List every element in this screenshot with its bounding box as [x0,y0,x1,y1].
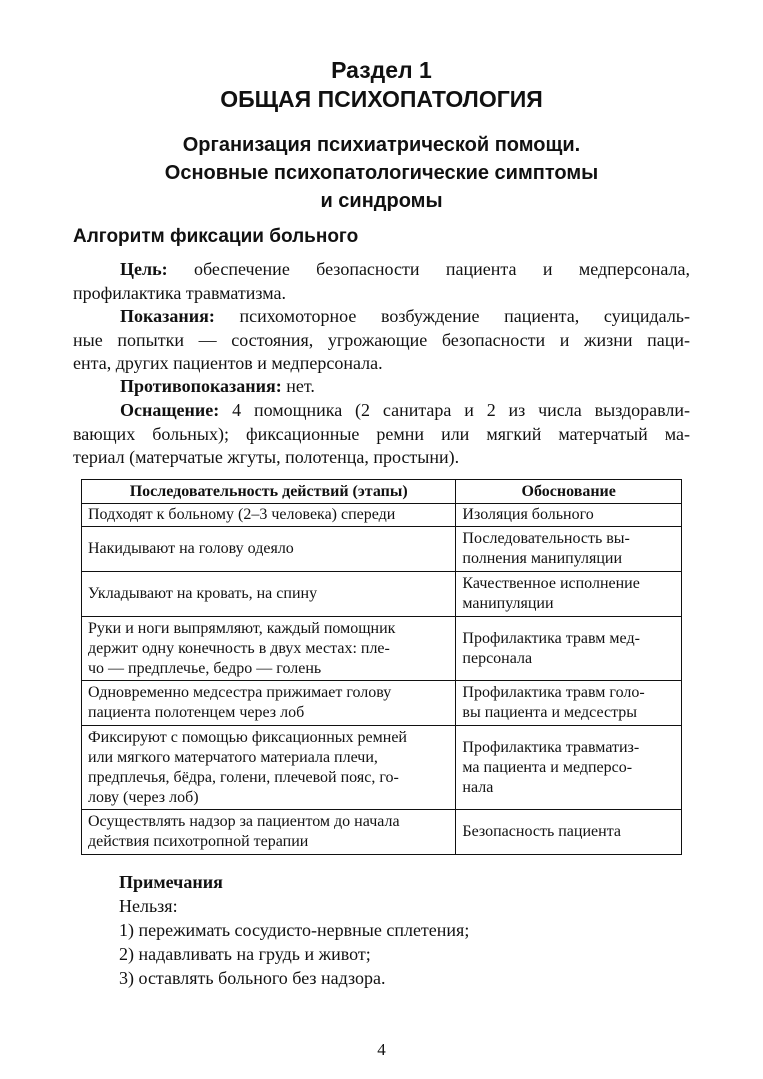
action-cell [82,617,456,681]
notes-heading: Примечания [119,872,223,892]
contraindications-text: нет. [286,376,315,396]
goal-text: обеспечение безопасности пациента и медперсонала, [193,259,690,279]
rationale-cell [456,726,682,810]
cell-line: персонала [462,649,533,667]
cell-line: Осуществлять надзор за пациентом до начала [88,813,400,830]
section-number: Раздел 1 [331,57,432,83]
cell-line: Фиксируют с помощью фиксационных ремней [88,728,407,746]
algorithm-heading: Алгоритм фиксации больного [73,226,359,247]
paragraph-line [73,258,690,282]
cell-line: Безопасность пациента [462,823,621,840]
cell-line: Подходят к больному (2–3 человека) спереди [88,506,396,523]
rationale-cell [456,681,682,726]
cell-line: Накидывают на голову одеяло [88,540,294,557]
notes-item: 1) пережимать сосудисто-нервные сплетения; [119,920,470,940]
cell-line: вы пациента и медсестры [462,704,638,721]
subsection-title-line: Организация психиатрической помощи. [182,134,581,156]
rationale-cell [456,572,682,617]
cell-line: предплечья, бёдра, голени, плечевой пояс, го- [88,768,399,786]
cell-line: Руки и ноги выпрямляют, каждый помощник [88,619,396,637]
paragraph-line: териал (матерчатые жгуты, полотенца, простыни). [73,447,460,467]
subsection-title-line: Основные психопатологические симптомы [164,162,599,184]
rationale-cell [456,617,682,681]
cell-line: Профилактика травм мед- [462,629,640,647]
cell-line: Изоляция больного [462,506,594,523]
cell-line: Одновременно медсестра прижимает голову [88,684,392,701]
cell-line: действия психотропной терапии [88,833,309,850]
cell-line: Профилактика травматиз- [462,738,640,756]
cell-line: Последовательность вы- [462,530,630,547]
rationale-cell [456,504,682,527]
cell-line: чо — предплечье, бедро — голень [88,659,322,677]
equipment-paragraph [73,399,690,470]
table-body [82,504,682,855]
table-row [82,527,682,572]
rationale-cell [456,527,682,572]
cell-line: лову (через лоб) [88,788,199,806]
table-row [82,572,682,617]
cell-line: Профилактика травм голо- [462,684,645,701]
table-row [82,726,682,810]
table-row [82,810,682,855]
notes-item: 3) оставлять больного без надзора. [119,968,386,988]
goal-label: Цель: [120,259,168,279]
action-cell [82,681,456,726]
equipment-label: Оснащение: [120,400,220,420]
notes-intro: Нельзя: [119,896,178,916]
cell-line: ма пациента и медперсо- [462,758,633,776]
table-row [82,617,682,681]
rationale-cell [456,810,682,855]
paragraph-line [73,305,690,329]
table-row [82,681,682,726]
cell-line: пациента полотенцем через лоб [88,704,305,721]
notes-line [119,870,469,894]
cell-line: держит одну конечность в двух местах: пле- [88,639,390,657]
cell-line: Качественное исполнение [462,575,640,592]
action-cell [82,572,456,617]
indications-label: Показания: [120,306,215,326]
action-cell [82,810,456,855]
contraindications-label: Противопоказания: [120,376,282,396]
indications-text: психомоторное возбуждение пациента, суицидаль- [239,306,691,326]
cell-line: или мягкого матерчатого материала плечи, [88,748,378,766]
action-cell [82,504,456,527]
column-header-rationale: Обоснование [456,480,682,504]
action-cell [82,527,456,572]
notes-item: 2) надавливать на грудь и живот; [119,944,371,964]
equipment-text: 4 помощника (2 санитара и 2 из числа выздоравли- [232,400,691,420]
column-header-actions: Последовательность действий (этапы) [82,480,456,504]
notes-section [119,870,469,990]
page-number: 4 [377,1040,386,1059]
goal-paragraph [73,258,690,305]
paragraph-line: ента, других пациентов и медперсонала. [73,353,383,373]
section-title: ОБЩАЯ ПСИХОПАТОЛОГИЯ [220,86,543,112]
action-cell [82,726,456,810]
paragraph-line: вающих больных); фиксационные ремни или мягкий матерчатый ма- [73,423,690,444]
paragraph-line: ные попытки — состояния, угрожающие безопасности и жизни паци- [73,329,690,350]
cell-line: Укладывают на кровать, на спину [88,585,318,602]
paragraph-line [73,399,690,423]
cell-line: нала [462,778,494,796]
subsection-title-line: и синдромы [320,190,443,212]
procedure-table [81,479,682,855]
paragraph-line [73,375,690,399]
paragraph-line: профилактика травматизма. [73,282,287,303]
subsection-title [0,131,763,215]
indications-paragraph [73,305,690,376]
cell-line: полнения манипуляции [462,550,623,567]
table-header-row [82,480,682,504]
contraindications-paragraph [73,375,690,399]
cell-line: манипуляции [462,595,554,612]
table-row [82,504,682,527]
